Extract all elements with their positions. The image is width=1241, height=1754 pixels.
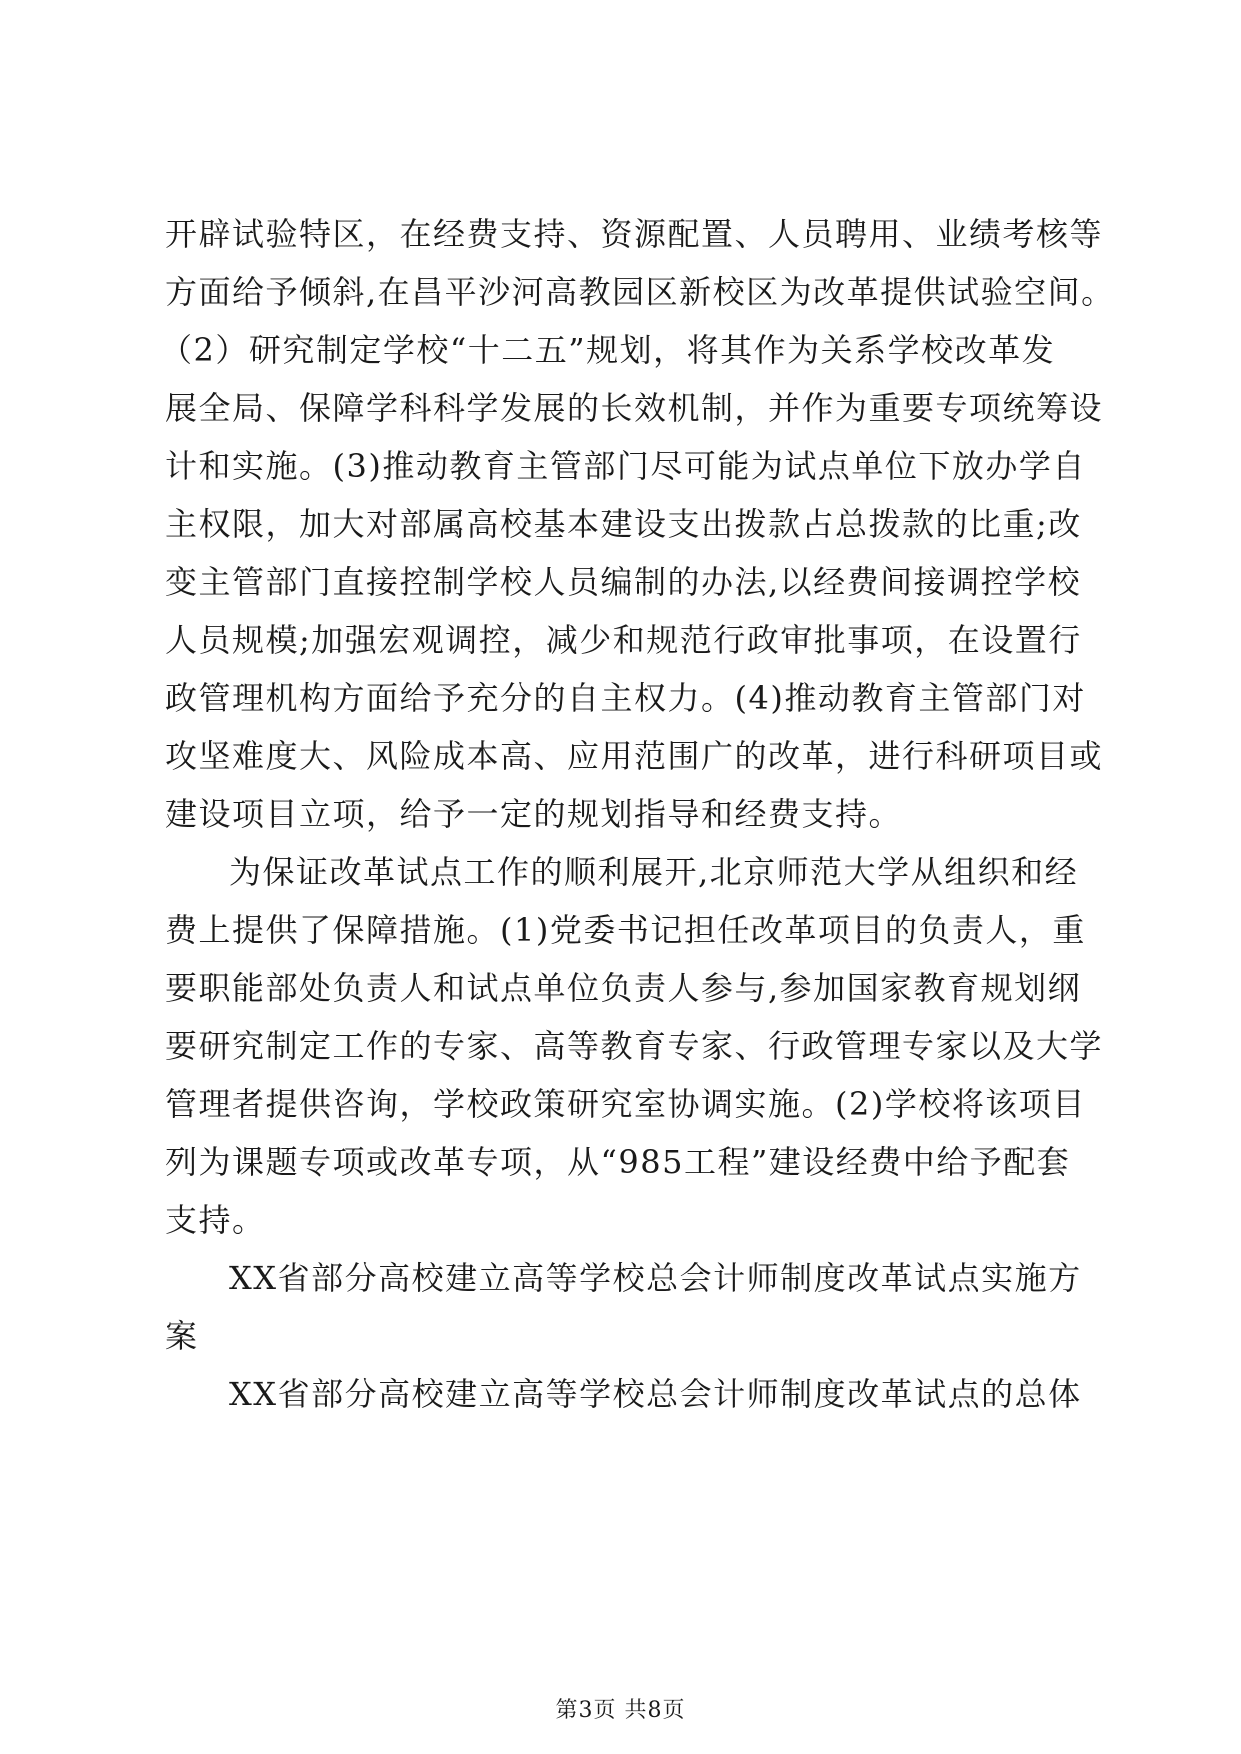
text-line: 攻坚难度大、风险成本高、应用范围广的改革，进行科研项目或 [165,737,1104,775]
page-number-footer: 第3页 共8页 [555,1698,686,1723]
text-line: 列为课题专项或改革专项，从“985工程”建设经费中给予配套 [165,1143,1071,1181]
text-line: 费上提供了保障措施。(1)党委书记担任改革项目的负责人，重 [165,911,1086,949]
text-line: 管理者提供咨询，学校政策研究室协调实施。(2)学校将该项目 [165,1085,1086,1123]
section-heading-line: 案 [165,1317,199,1355]
text-line: 建设项目立项，给予一定的规划指导和经费支持。 [165,795,903,833]
paragraph-first-line: 为保证改革试点工作的顺利展开,北京师范大学从组织和经 [229,853,1079,891]
text-line: 要研究制定工作的专家、高等教育专家、行政管理专家以及大学 [165,1027,1104,1065]
section-heading-line: XX省部分高校建立高等学校总会计师制度改革试点实施方 [229,1259,1082,1297]
text-line: 变主管部门直接控制学校人员编制的办法,以经费间接调控学校 [165,563,1082,601]
text-line: 开辟试验特区，在经费支持、资源配置、人员聘用、业绩考核等 [165,215,1104,253]
text-line: 计和实施。(3)推动教育主管部门尽可能为试点单位下放办学自 [165,447,1086,485]
text-line: 人员规模;加强宏观调控，减少和规范行政审批事项，在设置行 [165,621,1082,659]
text-line: 展全局、保障学科科学发展的长效机制，并作为重要专项统筹设 [165,389,1104,427]
text-line: （2）研究制定学校“十二五”规划，将其作为关系学校改革发 [160,331,1056,369]
text-line: 主权限，加大对部属高校基本建设支出拨款占总拨款的比重;改 [165,505,1082,543]
text-line: 方面给予倾斜,在昌平沙河高教园区新校区为改革提供试验空间。 [165,273,1115,311]
text-line: 政管理机构方面给予充分的自主权力。(4)推动教育主管部门对 [165,679,1086,717]
text-line: 支持。 [165,1201,266,1239]
paragraph-first-line: XX省部分高校建立高等学校总会计师制度改革试点的总体 [229,1375,1082,1413]
text-line: 要职能部处负责人和试点单位负责人参与,参加国家教育规划纲 [165,969,1082,1007]
